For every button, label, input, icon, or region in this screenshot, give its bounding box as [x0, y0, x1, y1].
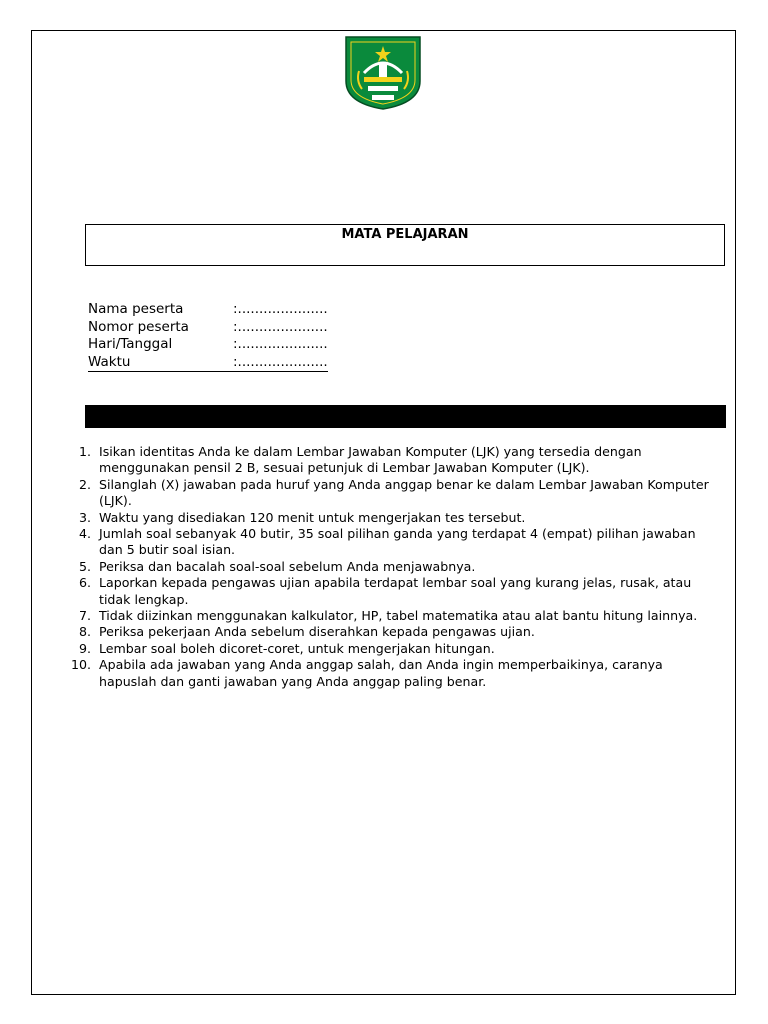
list-number: 5. [78, 558, 91, 574]
list-item [66, 477, 716, 510]
list-text: Periksa dan bacalah soal-soal sebelum Anda menjawabnya. [99, 558, 476, 574]
list-text: Periksa pekerjaan Anda sebelum diserahkan kepada pengawas ujian. [99, 624, 535, 640]
list-item [66, 510, 716, 526]
list-item [66, 657, 716, 690]
info-value: :..................... [233, 336, 328, 352]
info-label: Nomor peserta [88, 318, 189, 335]
list-item [66, 575, 716, 608]
list-text: Apabila ada jawaban yang Anda anggap salah, dan Anda ingin memperbaikinya, caranya hapuslah dan ganti jawaban yang Anda anggap paling benar. [99, 657, 663, 689]
section-header-bar [85, 405, 726, 428]
info-row-waktu [88, 354, 328, 373]
subject-box [85, 224, 725, 266]
list-text: Laporkan kepada pengawas ujian apabila terdapat lembar soal yang kurang jelas, rusak, atau tidak lengkap. [99, 575, 692, 607]
list-item [66, 641, 716, 657]
instructions-list [66, 444, 716, 690]
madrasah-emblem-icon [342, 33, 424, 111]
list-number: 3. [78, 509, 91, 525]
subject-title: MATA PELAJARAN [341, 227, 469, 242]
list-text: Silanglah (X) jawaban pada huruf yang Anda anggap benar ke dalam Lembar Jawaban Komputer (LJK). [99, 476, 709, 509]
list-number: 10. [70, 657, 91, 673]
participant-info [88, 301, 328, 372]
list-item [66, 526, 716, 559]
list-text: Lembar soal boleh dicoret-coret, untuk mengerjakan hitungan. [99, 640, 495, 656]
info-label: Hari/Tanggal [88, 336, 173, 352]
list-text: Isikan identitas Anda ke dalam Lembar Jawaban Komputer (LJK) yang tersedia dengan menggunakan pensil 2 B, sesuai petunjuk di Lembar Jawaban Komputer (LJK). [99, 444, 642, 476]
list-item [66, 624, 716, 640]
school-logo [342, 33, 424, 111]
info-label: Nama peserta [88, 301, 184, 317]
list-number: 9. [78, 640, 91, 656]
info-value: :..................... [233, 318, 328, 335]
info-row-nomor [88, 319, 328, 337]
list-item [66, 444, 716, 477]
list-number: 6. [78, 575, 91, 591]
info-row-nama [88, 301, 328, 319]
info-row-tanggal [88, 336, 328, 354]
list-number: 1. [78, 444, 91, 459]
list-number: 7. [78, 608, 91, 624]
list-item [66, 559, 716, 575]
info-value: :..................... [233, 353, 328, 370]
list-text: Jumlah soal sebanyak 40 butir, 35 soal pilihan ganda yang terdapat 4 (empat) pilihan jawaban dan 5 butir soal isian. [99, 526, 696, 558]
list-number: 8. [78, 624, 91, 640]
list-item [66, 608, 716, 624]
list-number: 4. [78, 526, 91, 542]
list-number: 2. [78, 476, 91, 492]
info-label: Waktu [88, 353, 131, 370]
list-text: Waktu yang disediakan 120 menit untuk mengerjakan tes tersebut. [99, 509, 526, 525]
info-value: :..................... [233, 301, 328, 317]
list-text: Tidak diizinkan menggunakan kalkulator, HP, tabel matematika atau alat bantu hitung lainnya. [99, 608, 698, 624]
